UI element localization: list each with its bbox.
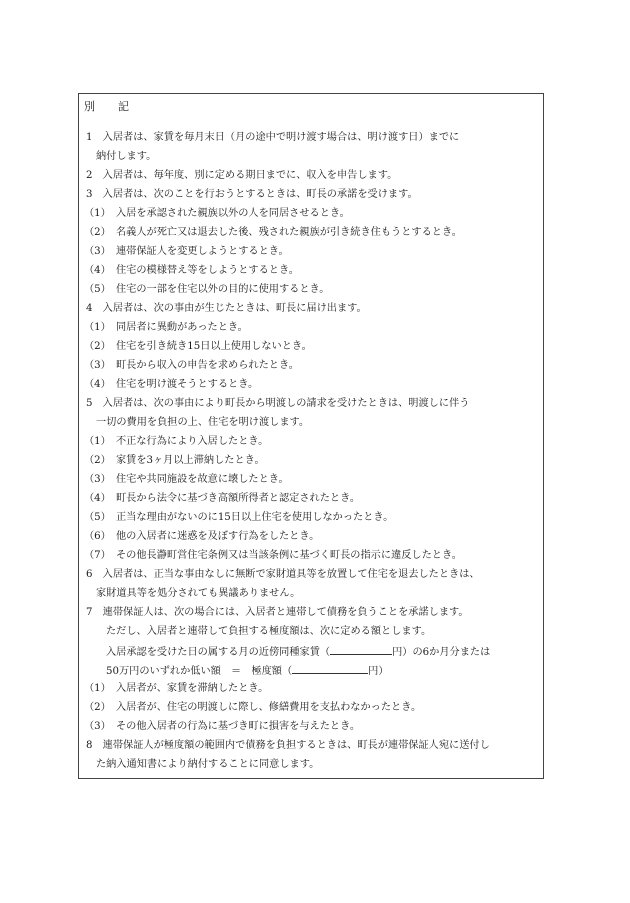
clause-3-item-3: （3） 連帯保証人を変更しようとするとき。 [84, 246, 289, 257]
clause-5-item-1: （1） 不正な行為により入居したとき。 [84, 436, 269, 447]
clause-3-item-1: （1） 入居を承認された親族以外の人を同居させるとき。 [84, 208, 350, 219]
rent-limit-prefix: 入居承認を受けた日の属する月の近傍同種家賃（ [106, 647, 331, 658]
maximum-amount-suffix: 円） [368, 666, 389, 677]
clause-3-item-5: （5） 住宅の一部を住宅以外の目的に使用するとき。 [84, 284, 330, 295]
clause-3: 3 入居者は、次のことを行おうとするときは、町長の承諾を受けます。 [86, 189, 418, 200]
clause-6-cont: 家財道具等を処分されても異議ありません。 [96, 588, 301, 599]
clause-7: 7 連帯保証人は、次の場合には、入居者と連帯して債務を負うことを承諾します。 [86, 607, 469, 618]
clause-5-item-2: （2） 家賃を3ヶ月以上滞納したとき。 [84, 455, 265, 466]
clause-4-item-3: （3） 町長から収入の申告を求められたとき。 [84, 360, 299, 371]
clause-5-item-4: （4） 町長から法令に基づき高額所得者と認定されたとき。 [84, 493, 361, 504]
clause-1: 1 入居者は、家賃を毎月末日（月の途中で明け渡す場合は、明け渡す日）までに [86, 132, 460, 143]
clause-7-item-3: （3） その他入居者の行為に基づき町に損害を与えたとき。 [84, 721, 361, 732]
maximum-amount-line [106, 664, 389, 678]
clause-8-cont: た納入通知書により納付することに同意します。 [96, 759, 320, 770]
clause-7-proviso: ただし、入居者と連帯して負担する極度額は、次に定める額とします。 [106, 626, 432, 637]
clause-5-item-7: （7） その他長瀞町営住宅条例又は当該条例に基づく町長の指示に違反したとき。 [84, 550, 462, 561]
clause-5-item-6: （6） 他の入居者に迷惑を及ぼす行為をしたとき。 [84, 531, 320, 542]
clause-4-item-2: （2） 住宅を引き続き15日以上使用しないとき。 [84, 341, 312, 352]
clause-1-cont: 納付します。 [96, 151, 157, 162]
clause-5-item-5: （5） 正当な理由がないのに15日以上住宅を使用しなかったとき。 [84, 512, 394, 523]
maximum-amount-prefix: 50万円のいずれか低い額 ＝ 極度額（ [106, 666, 293, 677]
rent-limit-line [106, 645, 490, 659]
clause-5-cont: 一切の費用を負担の上、住宅を明け渡します。 [96, 417, 310, 428]
document-heading: 別 記 [84, 100, 135, 113]
clause-3-item-4: （4） 住宅の模様替え等をしようとするとき。 [84, 265, 299, 276]
clause-3-item-2: （2） 名義人が死亡又は退去した後、残された親族が引き続き住もうとするとき。 [84, 227, 462, 238]
clause-8: 8 連帯保証人が極度額の範囲内で債務を負担するときは、町長が連帯保証人宛に送付し [86, 740, 490, 751]
clause-4-item-4: （4） 住宅を明け渡そうとするとき。 [84, 379, 259, 390]
rent-amount-blank[interactable] [330, 645, 392, 655]
rent-limit-suffix: 円）の6か月分または [392, 647, 491, 658]
clause-4-item-1: （1） 同居者に異動があったとき。 [84, 322, 248, 333]
clause-7-item-1: （1） 入居者が、家賃を滞納したとき。 [84, 683, 269, 694]
clause-7-item-2: （2） 入居者が、住宅の明渡しに際し、修繕費用を支払わなかったとき。 [84, 702, 422, 713]
clause-4: 4 入居者は、次の事由が生じたときは、町長に届け出ます。 [86, 303, 367, 314]
maximum-amount-blank[interactable] [292, 664, 368, 674]
clause-5-item-3: （3） 住宅や共同施設を故意に壊したとき。 [84, 474, 289, 485]
clause-6: 6 入居者は、正当な事由なしに無断で家財道具等を放置して住宅を退去したときは、 [86, 569, 480, 580]
clause-5: 5 入居者は、次の事由により町長から明渡しの請求を受けたときは、明渡しに伴う [86, 398, 470, 409]
clause-2: 2 入居者は、毎年度、別に定める期日までに、収入を申告します。 [86, 170, 398, 181]
